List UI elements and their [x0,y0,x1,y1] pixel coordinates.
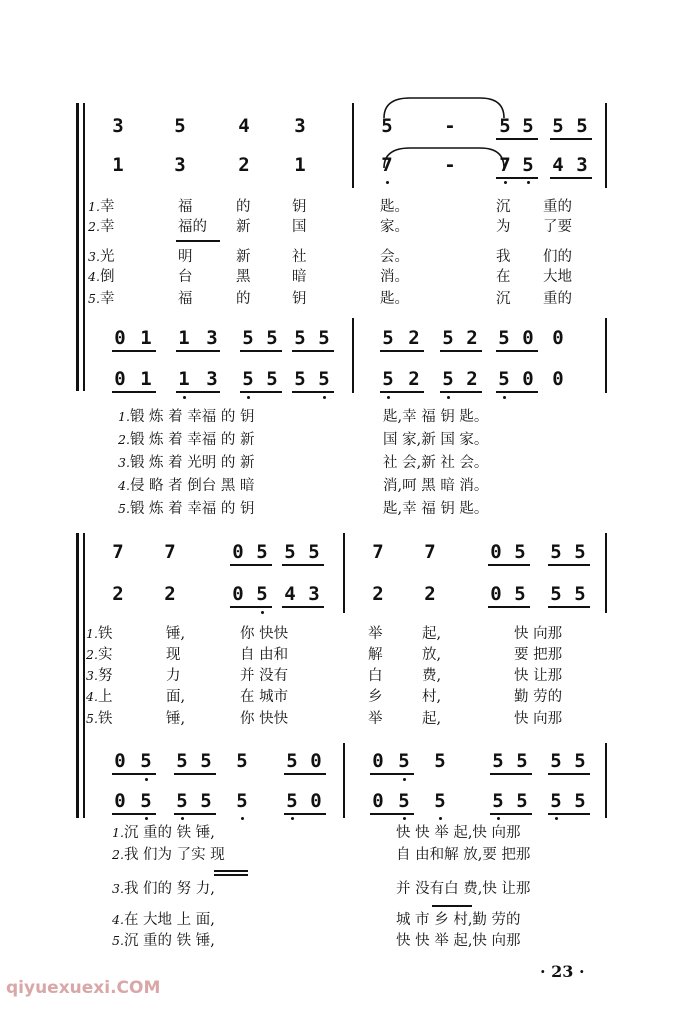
note: 5 [200,750,212,772]
note: 5 [242,327,254,349]
note: 7 [424,541,436,563]
note: 5 [200,790,212,812]
octave-dot [503,396,506,399]
system-line [83,103,85,391]
note: 0 [372,750,384,772]
note: 5 [550,790,562,812]
beam [548,773,590,775]
beam [282,564,324,566]
note: 2 [408,368,420,390]
note: 1 [178,327,190,349]
beam [240,391,282,393]
barline [605,533,607,613]
octave-dot [439,817,442,820]
note: 3 [294,115,306,137]
octave-dot [504,181,507,184]
lyric-line: 2.实 现 自 由和 解 放, 要 把那 [86,647,563,663]
beam [176,391,220,393]
barline [605,743,607,818]
beam [176,350,220,352]
octave-dot [241,817,244,820]
octave-dot [403,778,406,781]
note: 5 [498,327,510,349]
note: 0 [114,750,126,772]
note: 0 [490,541,502,563]
beam [490,773,532,775]
note: 5 [398,790,410,812]
beam [380,391,424,393]
note: 5 [174,115,186,137]
octave-dot [183,396,186,399]
note: 7 [381,154,393,176]
note: 5 [574,583,586,605]
note: 5 [318,368,330,390]
note: 5 [576,115,588,137]
octave-dot [555,817,558,820]
note: 5 [176,790,188,812]
note: 5 [242,368,254,390]
note: 2 [112,583,124,605]
beam [488,606,530,608]
octave-dot [403,817,406,820]
note: 4 [238,115,250,137]
barline [343,743,345,818]
beam [380,350,424,352]
note: 5 [308,541,320,563]
beam [292,350,334,352]
beam [112,391,156,393]
lyric-line: 4.侵 略 者 倒台 黑 暗 消,呵 黑 暗 消。 [118,478,489,494]
octave-dot [497,817,500,820]
note: 5 [294,327,306,349]
beam [550,138,592,140]
note: 5 [514,583,526,605]
note: 1 [140,327,152,349]
beam [284,773,326,775]
note: 2 [408,327,420,349]
note: 1 [178,368,190,390]
note: 5 [286,750,298,772]
note: 5 [176,750,188,772]
barline [605,318,607,393]
note: 0 [232,541,244,563]
note: 5 [574,790,586,812]
octave-dot [145,778,148,781]
beam [488,564,530,566]
beam [230,564,272,566]
note: 0 [310,750,322,772]
note: 5 [574,541,586,563]
note: 1 [140,368,152,390]
beam [496,350,538,352]
page-number: · 23 · [540,962,585,981]
note: 0 [522,327,534,349]
note: 5 [492,750,504,772]
note: 5 [284,541,296,563]
note: 7 [112,541,124,563]
note: 5 [382,368,394,390]
note: 1 [294,154,306,176]
barline [352,318,354,393]
note: 5 [294,368,306,390]
beam [440,391,482,393]
beam [550,177,592,179]
beam [548,606,590,608]
note: 4 [284,583,296,605]
beam [174,813,216,815]
beam [548,564,590,566]
note: 5 [550,750,562,772]
octave-dot [181,817,184,820]
beam [440,350,482,352]
slur-line [176,240,220,242]
note: 0 [114,368,126,390]
lyric-line: 3.努 力 并 没有 白 费, 快 让那 [86,668,563,684]
beam [282,606,324,608]
system-brace [76,103,79,391]
lyric-line: 1.锻 炼 着 幸福 的 钥 匙,幸 福 钥 匙。 [118,409,489,425]
beam [284,813,326,815]
slur-line [214,874,248,876]
beam [548,813,590,815]
note: 5 [434,790,446,812]
beam [112,773,156,775]
lyric-line: 4.在 大地 上 面, 城 市 乡 村,勤 劳的 [112,912,521,928]
note: 5 [522,115,534,137]
note: 5 [236,750,248,772]
note: 2 [372,583,384,605]
lyric-line: 5.铁 锤, 你 快快 举 起, 快 向那 [86,711,563,727]
note: 5 [382,327,394,349]
note: 5 [516,790,528,812]
octave-dot [145,817,148,820]
note: 3 [206,368,218,390]
note: 5 [266,368,278,390]
barline [352,103,354,188]
system-brace [76,533,79,818]
note: 5 [522,154,534,176]
lyric-line: 4.倒 台 黑 暗 消。 在 大地 [88,269,572,285]
octave-dot [291,817,294,820]
note: 0 [490,583,502,605]
beam [496,177,538,179]
octave-dot [386,181,389,184]
note: 5 [318,327,330,349]
note: 5 [574,750,586,772]
system-line [83,533,85,818]
beam [230,606,272,608]
beam [490,813,532,815]
note: 5 [442,327,454,349]
slur-line [214,870,248,872]
note: 5 [286,790,298,812]
note: 5 [550,541,562,563]
note: 5 [442,368,454,390]
note: 0 [372,790,384,812]
note: - [444,154,456,176]
note: 5 [434,750,446,772]
lyric-line: 2.锻 炼 着 幸福 的 新 国 家,新 国 家。 [118,432,489,448]
note: 5 [498,368,510,390]
note: 0 [522,368,534,390]
lyric-line: 2.幸 福的 新 国 家。 为 了要 [88,219,572,235]
octave-dot [247,396,250,399]
note: 2 [238,154,250,176]
barline [605,103,607,188]
watermark: qiyuexuexi.COM [6,978,161,998]
lyric-line: 1.幸 福 的 钥 匙。 沉 重的 [88,199,572,215]
beam [112,350,156,352]
beam [496,138,538,140]
lyric-line: 3.光 明 新 社 会。 我 们的 [88,249,572,265]
note: 7 [164,541,176,563]
note: 7 [499,154,511,176]
note: 0 [114,327,126,349]
slur-line [432,905,472,907]
note: 2 [466,327,478,349]
note: 0 [114,790,126,812]
octave-dot [261,611,264,614]
note: 5 [236,790,248,812]
note: 0 [310,790,322,812]
note: 1 [112,154,124,176]
octave-dot [447,396,450,399]
octave-dot [527,181,530,184]
note: 5 [514,541,526,563]
note: 5 [550,583,562,605]
note: 0 [232,583,244,605]
beam [240,350,282,352]
lyric-line: 5.锻 炼 着 幸福 的 钥 匙,幸 福 钥 匙。 [118,501,489,517]
note: 2 [164,583,176,605]
note: 3 [206,327,218,349]
note: 5 [492,790,504,812]
note: 3 [174,154,186,176]
beam [370,813,414,815]
beam [292,391,334,393]
note: 5 [381,115,393,137]
beam [496,391,538,393]
octave-dot [323,396,326,399]
note: 5 [398,750,410,772]
lyric-line: 4.上 面, 在 城市 乡 村, 勤 劳的 [86,689,563,705]
note: 4 [552,154,564,176]
lyric-line: 5.幸 福 的 钥 匙。 沉 重的 [88,291,572,307]
note: 7 [372,541,384,563]
beam [112,813,156,815]
note: 3 [308,583,320,605]
lyric-line: 3.锻 炼 着 光明 的 新 社 会,新 社 会。 [118,455,489,471]
beam [174,773,216,775]
note: 5 [140,750,152,772]
note: - [444,115,456,137]
note: 5 [516,750,528,772]
lyric-line: 3.我 们的 努 力, 并 没有白 费,快 让那 [112,881,531,897]
octave-dot [387,396,390,399]
note: 0 [552,327,564,349]
note: 5 [499,115,511,137]
barline [343,533,345,613]
note: 2 [424,583,436,605]
lyric-line: 2.我 们为 了实 现 自 由和解 放,要 把那 [112,847,531,863]
note: 5 [552,115,564,137]
note: 5 [140,790,152,812]
note: 3 [576,154,588,176]
note: 3 [112,115,124,137]
lyric-line: 1.铁 锤, 你 快快 举 起, 快 向那 [86,626,563,642]
note: 0 [552,368,564,390]
note: 2 [466,368,478,390]
note: 5 [266,327,278,349]
beam [370,773,414,775]
note: 5 [256,583,268,605]
lyric-line: 5.沉 重的 铁 锤, 快 快 举 起,快 向那 [112,933,521,949]
lyric-line: 1.沉 重的 铁 锤, 快 快 举 起,快 向那 [112,825,521,841]
note: 5 [256,541,268,563]
